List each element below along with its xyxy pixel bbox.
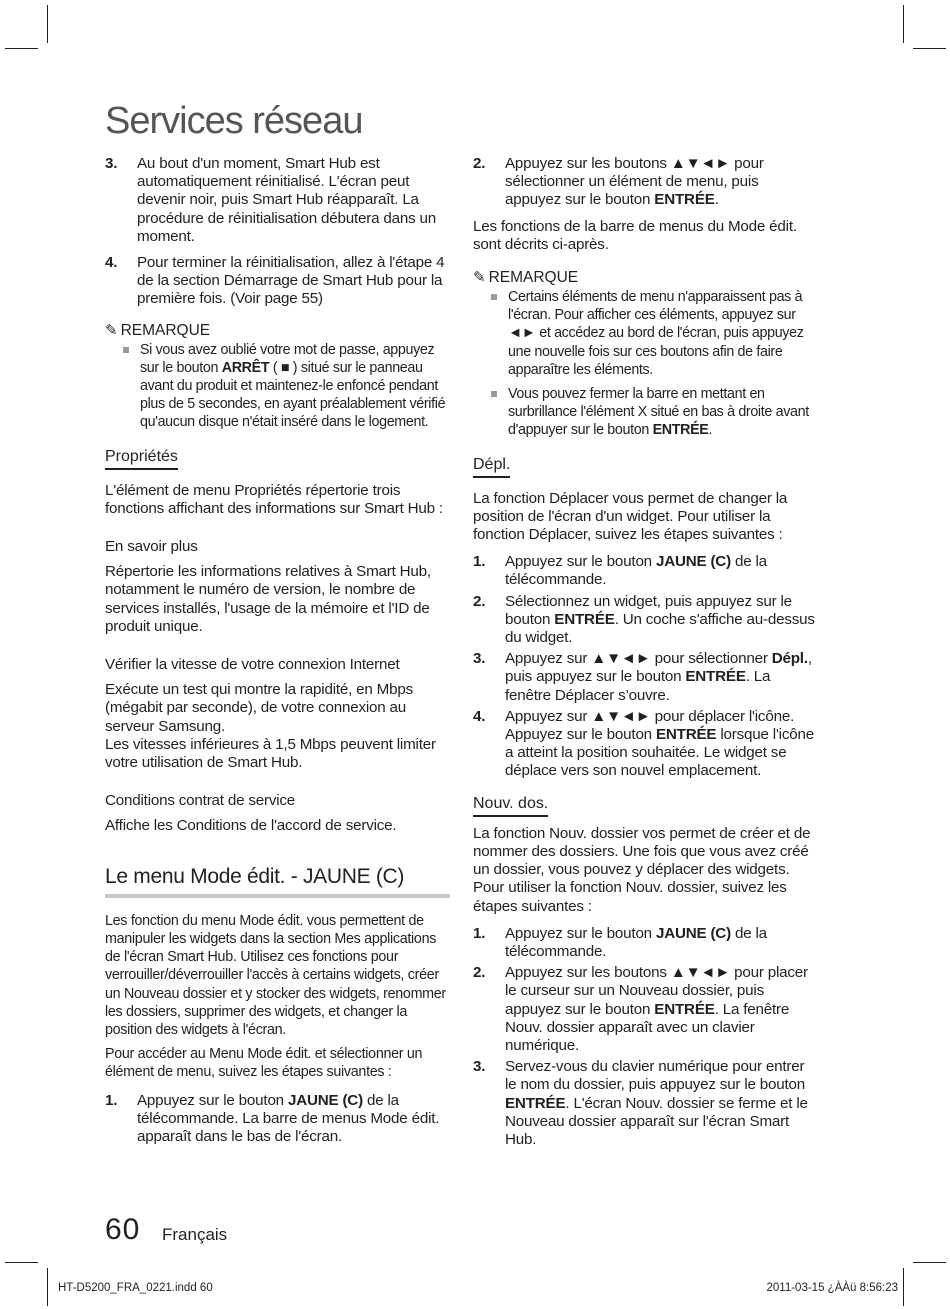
step-number: 2. <box>473 155 486 172</box>
print-slug-file: HT-D5200_FRA_0221.indd 60 <box>58 1282 213 1294</box>
depl-steps <box>473 553 818 780</box>
menu-name: Dépl. <box>771 650 808 668</box>
button-name: ENTRÉE <box>685 668 746 686</box>
button-name: JAUNE (C) <box>655 924 731 942</box>
print-slug-date: 2011-03-15 ¿ÀÀü 8:56:23 <box>766 1282 898 1294</box>
section-heading-properties: Propriétés <box>105 448 178 470</box>
button-name: ENTRÉE <box>652 422 709 439</box>
list-item <box>473 593 818 648</box>
crop-mark <box>47 1268 48 1306</box>
paragraph: Répertorie les informations relatives à Smart Hub, notamment le numéro de version, le nombre de services installés, l'usage de la mémoire et l'ID de produit unique. <box>105 563 431 635</box>
step-text: . L'écran Nouv. dossier se ferme et le Nouveau dossier apparaît sur l'écran Smart Hub. <box>505 1094 808 1148</box>
note-item <box>491 385 818 440</box>
paragraph: Exécute un test qui montre la rapidité, en Mbps (mégabit par seconde), de votre connexion au serveur Samsung. <box>105 681 414 735</box>
note-heading <box>105 321 450 341</box>
step-text: Appuyez sur le bouton <box>505 924 656 942</box>
properties-intro: L'élément de menu Propriétés répertorie trois fonctions affichant des informations sur Smart Hub : <box>105 481 443 517</box>
step-text: de la télécommande. <box>505 924 767 960</box>
paragraph: La fonction Déplacer vous permet de changer la position de l'écran d'un widget. Pour utiliser la fonction Déplacer, suivez les étapes suivantes : <box>473 489 788 544</box>
note-item <box>491 288 818 379</box>
nouv-steps <box>473 925 818 1149</box>
list-item <box>473 925 818 961</box>
crop-mark <box>5 1262 38 1263</box>
step-text: Pour terminer la réinitialisation, allez à l'étape 4 de la section Démarrage de Smart Hub pour la première fois. (Voir page 55) <box>137 254 445 308</box>
button-name: ENTRÉE <box>554 610 615 628</box>
note-list <box>473 288 818 440</box>
crop-mark <box>913 48 946 49</box>
section-heading-depl: Dépl. <box>473 456 510 478</box>
step-number: 1. <box>473 553 486 571</box>
pencil-icon: ✎ <box>473 269 486 287</box>
button-name: ENTRÉE <box>655 726 717 744</box>
step-text: Sélectionnez un widget, puis appuyez sur le bouton <box>505 592 792 628</box>
paragraph: Pour accéder au Menu Mode édit. et sélectionner un élément de menu, suivez les étapes suivantes : <box>105 1046 423 1081</box>
paragraph: La fonction Nouv. dossier vos permet de créer et de nommer des dossiers. Une fois que vous avez créé un dossier, vous pouvez y déplacer des widgets. Pour utiliser la fonction Nouv. dossier, suivez les étapes suivantes : <box>473 824 811 915</box>
mode-edit-steps <box>105 1092 450 1147</box>
note-text: Vous pouvez fermer la barre en mettant en surbrillance l'élément X situé en bas à droite avant d'appuyer sur le bouton <box>508 386 809 439</box>
subheading-conditions: Conditions contrat de service <box>105 792 296 810</box>
step-number: 2. <box>473 964 486 982</box>
section-heading-mode-edit: Le menu Mode édit. - JAUNE (C) <box>105 864 450 898</box>
step-text: Appuyez sur le bouton <box>137 1091 288 1109</box>
pencil-icon: ✎ <box>105 321 118 339</box>
crop-mark <box>903 5 904 43</box>
step-text: Appuyez sur le bouton <box>505 553 656 571</box>
list-item <box>473 553 818 589</box>
list-item <box>473 1058 818 1149</box>
step-number: 2. <box>473 592 486 610</box>
button-name: ARRÊT <box>221 359 270 376</box>
page-number: 60 <box>105 1213 141 1246</box>
step-number: 3. <box>473 650 486 668</box>
step-number: 1. <box>473 924 486 942</box>
step-text: Appuyez sur ▲▼◄► pour sélectionner <box>505 650 772 668</box>
note-heading-label: REMARQUE <box>120 321 211 339</box>
button-name: ENTRÉE <box>654 1000 715 1018</box>
note-list <box>105 341 450 432</box>
list-item <box>105 254 450 309</box>
note-item <box>123 341 450 432</box>
step-number: 1. <box>105 1091 118 1109</box>
step-text: Appuyez sur ▲▼◄► pour déplacer l'icône. Appuyez sur le bouton <box>505 707 795 744</box>
punctuation: . <box>714 191 719 209</box>
paragraph: Les fonction du menu Mode édit. vous permettent de manipuler les widgets dans la section Mes applications de l'écran Smart Hub. Utilisez ces fonctions pour verrouiller/déverrouiller l'accès à certains widgets, créer un Nouveau dossier et y stocker des widgets, renommer les dossiers, supprimer des widgets, et changer la position des widgets à l'écran. <box>105 912 446 1038</box>
step-number: 3. <box>105 155 118 172</box>
list-item <box>105 1092 450 1147</box>
step-text: lorsque l'icône a atteint la position souhaitée. Le widget se déplace vers son nouvel emplacement. <box>505 726 814 780</box>
button-name: ENTRÉE <box>654 191 715 209</box>
note-text: ( ■ ) situé sur le panneau avant du produit et maintenez-le enfoncé pendant plus de 5 secondes, en ayant préalablement vérifié qu'aucun disque n'était inséré dans le logement. <box>140 359 446 431</box>
subheading-en-savoir-plus: En savoir plus <box>105 538 198 556</box>
crop-mark <box>5 48 38 49</box>
list-item <box>473 708 818 781</box>
reset-steps-list <box>105 155 450 309</box>
list-item <box>473 650 818 705</box>
step-text: Appuyez sur les boutons ▲▼◄► pour placer le curseur sur un Nouveau dossier, puis appuyez sur le bouton <box>505 964 808 1018</box>
list-item <box>473 964 818 1055</box>
step-number: 3. <box>473 1058 486 1076</box>
step-text: . La fenêtre Nouv. dossier apparaît avec un clavier numérique. <box>505 1000 790 1054</box>
left-column <box>105 155 450 1146</box>
step-text: de la télécommande. <box>505 553 767 589</box>
note-heading <box>473 268 818 288</box>
step-text: de la télécommande. La barre de menus Mode édit. apparaît dans le bas de l'écran. <box>137 1091 440 1145</box>
note-text: Certains éléments de menu n'apparaissent pas à l'écran. Pour afficher ces éléments, appuyez sur ◄► et accédez au bord de l'écran, puis appuyez une nouvelle fois sur ces boutons afin de faire apparaître les éléments. <box>508 289 804 378</box>
button-name: JAUNE (C) <box>655 553 731 571</box>
step-text: . La fenêtre Déplacer s’ouvre. <box>505 668 771 704</box>
step-text: , puis appuyez sur le bouton <box>505 650 812 686</box>
section-heading-nouv-dos: Nouv. dos. <box>473 795 548 817</box>
note-heading-label: REMARQUE <box>488 269 579 287</box>
crop-mark <box>903 1268 904 1306</box>
list-item <box>473 155 818 210</box>
button-name: ENTRÉE <box>505 1094 566 1112</box>
step-number: 4. <box>473 707 486 725</box>
paragraph: Les vitesses inférieures à 1,5 Mbps peuvent limiter votre utilisation de Smart Hub. <box>105 735 436 772</box>
button-name: JAUNE (C) <box>287 1091 363 1109</box>
step-text: Au bout d'un moment, Smart Hub est automatiquement réinitialisé. L'écran peut devenir noir, puis Smart Hub réapparaît. La procédure de réinitialisation débutera dans un moment. <box>137 155 436 245</box>
step-text: Appuyez sur les boutons ▲▼◄► pour sélectionner un élément de menu, puis appuyez sur le bouton <box>505 155 764 209</box>
step-text: Servez-vous du clavier numérique pour entrer le nom du dossier, puis appuyez sur le bouton <box>505 1058 806 1094</box>
crop-mark <box>47 5 48 43</box>
step-text: . Un coche s'affiche au-dessus du widget. <box>505 610 815 647</box>
mode-edit-steps-cont <box>473 155 818 210</box>
right-column <box>473 155 818 1149</box>
page-language: Français <box>162 1225 228 1244</box>
subheading-vitesse: Vérifier la vitesse de votre connexion Internet <box>105 656 400 674</box>
paragraph: Affiche les Conditions de l'accord de service. <box>105 817 397 835</box>
page-title: Services réseau <box>105 100 363 142</box>
punctuation: . <box>708 422 713 439</box>
list-item <box>105 155 450 246</box>
paragraph: Les fonctions de la barre de menus du Mode édit. sont décrits ci-après. <box>473 217 797 253</box>
step-number: 4. <box>105 254 118 272</box>
crop-mark <box>913 1262 946 1263</box>
note-text: Si vous avez oublié votre mot de passe, appuyez sur le bouton <box>140 341 435 376</box>
